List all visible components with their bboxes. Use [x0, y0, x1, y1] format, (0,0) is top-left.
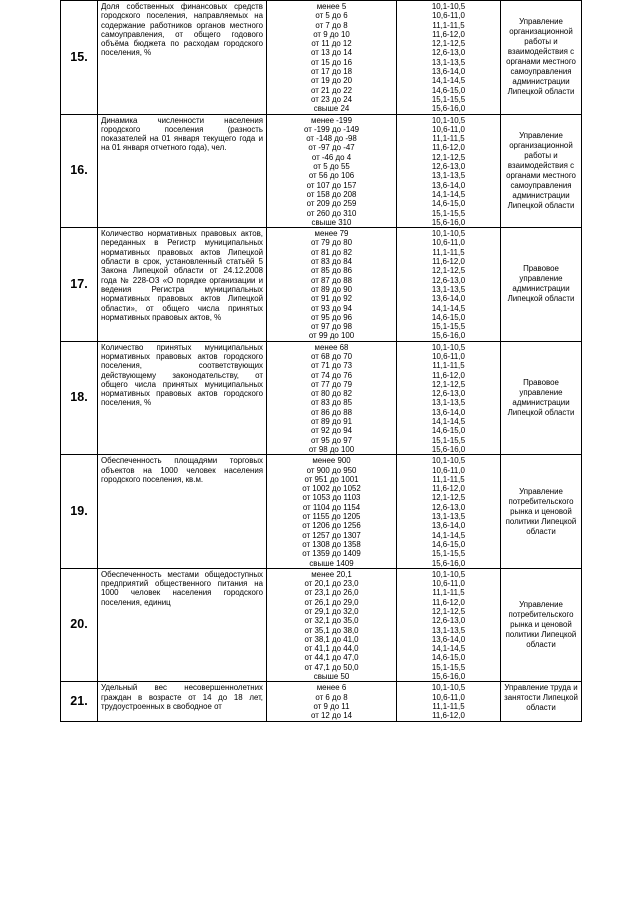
score-range: 11,6-12,0: [432, 711, 465, 721]
score-range: 11,6-12,0: [432, 370, 465, 380]
score-range: 10,1-10,5: [431, 342, 466, 352]
row-number: 17.: [61, 228, 98, 342]
score-ranges-cell: [397, 341, 501, 455]
value-range: от 68 до 70: [311, 351, 352, 361]
responsible-organization: Управление организационной работы и взаимодействия с органами местного самоуправления администрации Липецкой области: [501, 114, 582, 228]
score-range: 13,1-13,5: [431, 284, 466, 294]
value-range: менее 68: [314, 342, 349, 352]
value-range: от 17 до 18: [311, 67, 352, 77]
value-range: от 1206 до 1256: [302, 521, 361, 531]
table-row: [61, 228, 582, 342]
value-range: от 97 до 98: [311, 322, 352, 332]
value-range: от 900 до 950: [306, 465, 357, 475]
value-range: от 81 до 82: [311, 247, 352, 257]
indicator-description-cell: [98, 114, 267, 228]
score-range: 13,6-14,0: [431, 180, 466, 190]
indicator-description: Количество нормативных правовых актов, переданных в Регистр муниципальных нормативных правовых актов Липецкой области в срок, установленный статьёй 5 Закона Липецкой области от 24.12.2008 года № 228-ОЗ «О порядке организации и ведения Регистра муниципальных нормативных правовых актов Липецкой области», от общего числа принятых нормативных правовых актов, %: [101, 229, 263, 322]
value-range: от 1104 до 1154: [302, 502, 361, 512]
indicator-description-cell: [98, 228, 267, 342]
value-range: от 1155 до 1205: [302, 512, 361, 522]
value-range: от 107 до 157: [306, 180, 357, 190]
value-ranges-cell: [267, 228, 397, 342]
value-range: от 98 до 100: [308, 444, 355, 454]
value-range: от 83 до 85: [311, 398, 352, 408]
score-range: 10,1-10,5: [431, 115, 466, 125]
value-range: от 35,1 до 38,0: [304, 625, 359, 635]
score-range: 10,6-11,0: [432, 351, 465, 361]
value-range: от 89 до 90: [311, 284, 352, 294]
value-range: от 44,1 до 47,0: [304, 653, 359, 663]
score-range: 15,1-15,5: [431, 208, 466, 218]
value-range: от 91 до 92: [311, 294, 352, 304]
value-range: от 7 до 8: [315, 20, 348, 30]
score-range: 11,1-11,5: [432, 361, 465, 371]
value-range: от 209 до 259: [306, 199, 357, 209]
indicator-description: Динамика численности населения городского поселения (разность показателей на 01 января текущего года и на 01 января отчетного года), чел.: [101, 115, 263, 153]
value-ranges-cell: [267, 114, 397, 228]
value-range: от 21 до 22: [311, 85, 352, 95]
score-range: 10,1-10,5: [431, 456, 466, 466]
score-range: 14,6-15,0: [431, 653, 466, 663]
row-number: 15.: [61, 1, 98, 115]
value-range: от 83 до 84: [311, 257, 352, 267]
value-range: от 95 до 96: [311, 312, 352, 322]
score-range: 13,1-13,5: [431, 57, 466, 67]
table-row: [61, 568, 582, 682]
score-ranges-cell: [397, 568, 501, 682]
score-range: 15,6-16,0: [431, 672, 466, 682]
score-range: 10,6-11,0: [432, 579, 465, 589]
value-ranges-cell: [267, 1, 397, 115]
score-range: 12,6-13,0: [431, 48, 466, 58]
score-range: 10,6-11,0: [432, 238, 465, 248]
score-range: 11,1-11,5: [432, 247, 465, 257]
table-row: [61, 682, 582, 721]
value-range: от 9 до 11: [313, 701, 350, 711]
value-range: от 89 до 91: [311, 417, 352, 427]
score-range: 14,6-15,0: [431, 426, 466, 436]
table-row: [61, 341, 582, 455]
value-range: свыше 310: [311, 217, 352, 227]
value-range: от 86 до 88: [311, 407, 352, 417]
table-row: [61, 114, 582, 228]
score-range: 10,6-11,0: [432, 692, 465, 702]
value-range: от 19 до 20: [311, 76, 352, 86]
table-row: [61, 455, 582, 569]
value-range: менее 20,1: [311, 569, 352, 579]
score-range: 10,6-11,0: [432, 11, 465, 21]
score-range: 12,1-12,5: [431, 266, 466, 276]
value-range: от 11 до 12: [311, 39, 352, 49]
score-range: 12,1-12,5: [431, 379, 466, 389]
value-range: от 1053 до 1103: [302, 493, 361, 503]
value-range: от 80 до 82: [311, 389, 352, 399]
value-range: свыше 1409: [309, 558, 354, 568]
score-range: 13,6-14,0: [431, 294, 466, 304]
score-range: 15,6-16,0: [431, 558, 466, 568]
score-ranges-cell: [397, 682, 501, 721]
document-page: [60, 0, 581, 722]
score-range: 12,6-13,0: [431, 162, 466, 172]
score-range: 11,6-12,0: [432, 29, 465, 39]
score-range: 15,1-15,5: [431, 549, 466, 559]
score-range: 12,1-12,5: [431, 493, 466, 503]
value-range: свыше 24: [313, 104, 350, 114]
indicator-description: Обеспеченность местами общедоступных предприятий общественного питания на 1000 человек населения городского поселения, единиц: [101, 569, 263, 607]
score-range: 15,6-16,0: [431, 331, 466, 341]
score-ranges-cell: [397, 114, 501, 228]
score-range: 14,1-14,5: [431, 530, 466, 540]
row-number: 18.: [61, 341, 98, 455]
responsible-organization: Управление потребительского рынка и ценовой политики Липецкой области: [501, 455, 582, 569]
score-range: 13,1-13,5: [431, 171, 466, 181]
score-range: 14,6-15,0: [431, 312, 466, 322]
value-range: от 93 до 94: [311, 303, 352, 313]
value-range: от 85 до 86: [311, 266, 352, 276]
value-range: от 41,1 до 44,0: [304, 644, 359, 654]
score-ranges-cell: [397, 1, 501, 115]
score-range: 14,1-14,5: [431, 644, 466, 654]
score-range: 11,1-11,5: [432, 588, 465, 598]
score-range: 15,1-15,5: [431, 435, 466, 445]
value-range: от 158 до 208: [306, 189, 357, 199]
value-range: от 5 до 6: [315, 11, 348, 21]
value-range: от 56 до 106: [308, 171, 355, 181]
value-range: от 1257 до 1307: [302, 530, 361, 540]
score-range: 11,6-12,0: [432, 484, 465, 494]
criteria-table-body: [61, 1, 582, 722]
value-range: от 74 до 76: [311, 370, 352, 380]
score-range: 15,6-16,0: [431, 444, 466, 454]
score-range: 15,1-15,5: [431, 94, 466, 104]
value-range: от 23 до 24: [311, 94, 352, 104]
score-range: 13,6-14,0: [431, 521, 466, 531]
indicator-description: Количество принятых муниципальных нормативных правовых актов городского поселения, соответствующих действующему законодательству, от общего числа принятых муниципальных нормативных правовых актов городского поселения, %: [101, 342, 263, 408]
value-range: от 29,1 до 32,0: [304, 607, 359, 616]
score-range: 14,1-14,5: [431, 417, 466, 427]
indicator-description: Удельный вес несовершеннолетних граждан в возрасте от 14 до 18 лет, трудоустроенных в свободное от: [101, 683, 263, 711]
table-row: [61, 1, 582, 115]
value-range: от -46 до 4: [311, 152, 352, 162]
value-range: от 260 до 310: [306, 208, 357, 218]
value-ranges-cell: [267, 682, 397, 721]
indicator-description-cell: [98, 455, 267, 569]
score-range: 12,6-13,0: [431, 275, 466, 285]
indicator-description-cell: [98, 568, 267, 682]
value-range: от -148 до -98: [306, 134, 357, 144]
score-range: 13,6-14,0: [431, 634, 466, 644]
score-range: 13,6-14,0: [431, 67, 466, 77]
row-number: 19.: [61, 455, 98, 569]
value-range: от 951 до 1001: [304, 474, 359, 484]
indicator-description-cell: [98, 1, 267, 115]
value-range: от 92 до 94: [311, 426, 352, 436]
value-range: от 20,1 до 23,0: [304, 579, 359, 589]
value-range: от -199 до -149: [304, 124, 359, 134]
score-range: 13,1-13,5: [431, 398, 466, 408]
indicator-description-cell: [98, 682, 267, 721]
value-range: менее 900: [312, 456, 351, 466]
score-range: 15,1-15,5: [431, 322, 466, 332]
score-range: 12,1-12,5: [431, 607, 466, 616]
score-range: 15,6-16,0: [431, 217, 466, 227]
indicator-description: Доля собственных финансовых средств городского поселения, направляемых на содержание работников органов местного самоуправления, от общего годового объёма бюджета по расходам городского поселения, %: [101, 2, 263, 58]
score-range: 14,6-15,0: [431, 199, 466, 209]
score-range: 11,6-12,0: [432, 257, 465, 267]
value-range: от 15 до 16: [311, 57, 352, 67]
row-number: 21.: [61, 682, 98, 721]
value-range: от 5 до 55: [313, 162, 350, 172]
indicator-description-cell: [98, 341, 267, 455]
value-range: от 6 до 8: [315, 692, 348, 702]
score-range: 13,6-14,0: [431, 407, 466, 417]
score-range: 10,1-10,5: [431, 2, 466, 11]
value-range: от 23,1 до 26,0: [304, 588, 359, 598]
value-range: от 12 до 14: [311, 711, 352, 721]
value-range: от 13 до 14: [311, 48, 352, 58]
score-range: 14,1-14,5: [431, 303, 466, 313]
score-range: 12,6-13,0: [431, 389, 466, 399]
value-range: от 71 до 73: [311, 361, 352, 371]
score-range: 13,1-13,5: [431, 512, 466, 522]
score-range: 11,6-12,0: [432, 143, 465, 153]
value-range: от -97 до -47: [308, 143, 355, 153]
score-range: 10,6-11,0: [432, 124, 465, 134]
value-range: от 38,1 до 41,0: [304, 634, 359, 644]
value-range: от 95 до 97: [311, 435, 352, 445]
value-range: от 9 до 10: [313, 29, 350, 39]
score-range: 14,1-14,5: [431, 189, 466, 199]
score-ranges-cell: [397, 228, 501, 342]
value-range: менее 5: [316, 2, 347, 11]
score-range: 11,1-11,5: [432, 701, 465, 711]
score-range: 10,1-10,5: [431, 229, 466, 239]
value-range: от 1002 до 1052: [302, 484, 361, 494]
score-range: 12,6-13,0: [431, 502, 466, 512]
value-range: от 47,1 до 50,0: [304, 662, 359, 672]
score-range: 12,1-12,5: [431, 152, 466, 162]
score-range: 14,1-14,5: [431, 76, 466, 86]
row-number: 16.: [61, 114, 98, 228]
value-ranges-cell: [267, 341, 397, 455]
score-range: 14,6-15,0: [431, 539, 466, 549]
value-range: менее 79: [314, 229, 349, 239]
score-range: 14,6-15,0: [431, 85, 466, 95]
value-range: менее 6: [316, 683, 347, 693]
score-range: 11,1-11,5: [432, 474, 465, 484]
value-range: от 87 до 88: [311, 275, 352, 285]
score-range: 11,1-11,5: [432, 20, 465, 30]
value-range: от 79 до 80: [311, 238, 352, 248]
score-range: 10,1-10,5: [431, 683, 466, 693]
criteria-table: [60, 0, 582, 722]
score-range: 12,6-13,0: [431, 616, 466, 626]
score-range: 15,1-15,5: [431, 662, 466, 672]
score-range: 10,6-11,0: [432, 465, 465, 475]
score-range: 11,1-11,5: [432, 134, 465, 144]
responsible-organization: Управление организационной работы и взаимодействия с органами местного самоуправления администрации Липецкой области: [501, 1, 582, 115]
responsible-organization: Правовое управление администрации Липецкой области: [501, 228, 582, 342]
value-range: от 26,1 до 29,0: [304, 597, 359, 607]
score-range: 11,6-12,0: [432, 597, 465, 607]
score-range: 10,1-10,5: [431, 569, 466, 579]
value-range: от 77 до 79: [311, 379, 352, 389]
value-ranges-cell: [267, 568, 397, 682]
value-range: от 1359 до 1409: [302, 549, 361, 559]
value-ranges-cell: [267, 455, 397, 569]
responsible-organization: Управление потребительского рынка и ценовой политики Липецкой области: [501, 568, 582, 682]
value-range: свыше 50: [313, 672, 350, 682]
score-range: 12,1-12,5: [431, 39, 466, 49]
responsible-organization: Управление труда и занятости Липецкой области: [501, 682, 582, 721]
score-range: 13,1-13,5: [431, 625, 466, 635]
value-range: от 1308 до 1358: [302, 539, 361, 549]
score-range: 15,6-16,0: [431, 104, 466, 114]
score-ranges-cell: [397, 455, 501, 569]
value-range: менее -199: [311, 115, 352, 125]
row-number: 20.: [61, 568, 98, 682]
responsible-organization: Правовое управление администрации Липецкой области: [501, 341, 582, 455]
value-range: от 32,1 до 35,0: [304, 616, 359, 626]
indicator-description: Обеспеченность площадями торговых объектов на 1000 человек населения городского поселения, кв.м.: [101, 456, 263, 484]
value-range: от 99 до 100: [308, 331, 355, 341]
